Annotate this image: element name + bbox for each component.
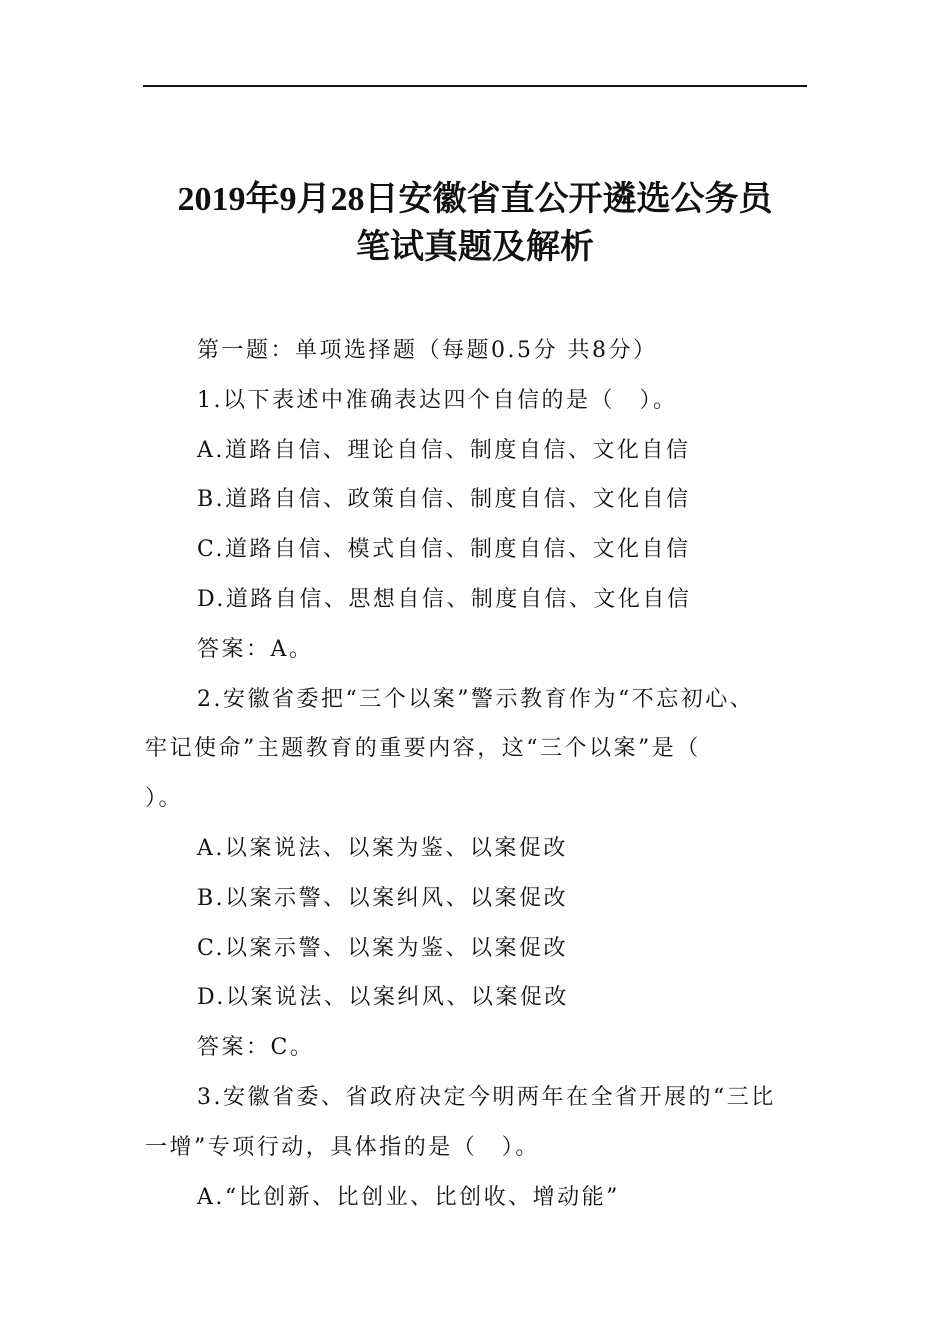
section-heading: 第一题：单项选择题（每题0.5分 共8分） xyxy=(197,338,658,363)
title-line-2: 笔试真题及解析 xyxy=(356,229,594,266)
question-2-stem-line-1: 2.安徽省委把“三个以案”警示教育作为“不忘初心、 xyxy=(197,686,755,712)
question-3-stem-line-1: 3.安徽省委、省政府决定今明两年在全省开展的“三比 xyxy=(197,1084,776,1110)
question-2-option-a: A.以案说法、以案为鉴、以案促改 xyxy=(197,835,568,861)
document-body xyxy=(145,326,807,1222)
question-2-stem-line-3: ）。 xyxy=(145,786,184,812)
question-2-stem-line-2: 牢记使命”主题教育的重要内容，这“三个以案”是（ xyxy=(145,736,701,762)
question-1-option-a: A.道路自信、理论自信、制度自信、文化自信 xyxy=(197,437,691,463)
question-1-option-c: C.道路自信、模式自信、制度自信、文化自信 xyxy=(197,537,691,563)
question-1-option-d: D.道路自信、思想自信、制度自信、文化自信 xyxy=(197,586,692,612)
question-2-option-c: C.以案示警、以案为鉴、以案促改 xyxy=(197,935,569,961)
question-1-answer: 答案：A。 xyxy=(197,636,314,662)
title-line-1: 2019年9月28日安徽省直公开遴选公务员 xyxy=(177,181,773,218)
question-1-stem: 1.以下表述中准确表达四个自信的是（ ）。 xyxy=(197,387,678,413)
document-title xyxy=(143,176,807,272)
question-1-option-b: B.道路自信、政策自信、制度自信、文化自信 xyxy=(197,487,691,513)
question-3-stem-line-2: 一增”专项行动，具体指的是（ ）。 xyxy=(145,1134,540,1160)
question-2-answer: 答案：C。 xyxy=(197,1035,315,1061)
question-2-option-b: B.以案示警、以案纠风、以案促改 xyxy=(197,885,569,911)
header-rule xyxy=(143,85,807,87)
question-3-option-a: A.“比创新、比创业、比创收、增动能” xyxy=(197,1184,620,1210)
question-2-option-d: D.以案说法、以案纠风、以案促改 xyxy=(197,985,569,1011)
